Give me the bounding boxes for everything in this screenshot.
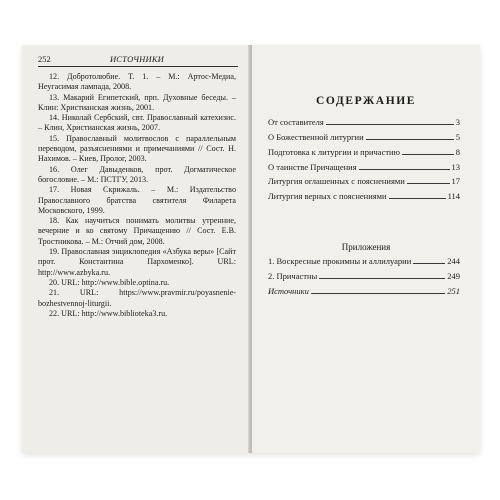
toc-entry: [268, 186, 460, 201]
table-of-contents: [268, 112, 460, 201]
toc-leader-line: [366, 139, 454, 140]
appendix-entry-label: 2. Причастны: [268, 270, 318, 281]
appendix-entry: [268, 266, 460, 281]
toc-entry-label: О Божественной литургии: [268, 131, 364, 142]
appendix-entry-label: 1. Воскресные прокимны и аллилуарии: [268, 255, 412, 266]
appendix-entry: [268, 251, 460, 266]
toc-entry: [268, 127, 460, 142]
toc-leader-line: [326, 124, 454, 125]
page-number: 252: [38, 54, 51, 64]
toc-title: СОДЕРЖАНИЕ: [315, 95, 417, 107]
toc-entry: [268, 142, 460, 157]
toc-entry-page: 3: [455, 116, 460, 127]
appendix-title: Приложения: [341, 242, 391, 252]
appendix-entry-label: Источники: [268, 285, 309, 296]
appendix-entry-page: 251: [447, 285, 460, 296]
source-entry: 18. Как научиться понимать молитвы утренние, вечерние и ко святому Причащению // Сост. Е.В. Тростникова. – М.: Отчий дом, 2008.: [38, 216, 236, 246]
source-entry: 21. URL: https://www.pravmir.ru/poyasnenie-bozhestvennoj-liturgii.: [38, 288, 236, 308]
toc-leader-line: [359, 169, 450, 170]
toc-entry-page: 13: [451, 161, 460, 172]
source-entry: 14. Николай Сербский, свт. Православный катехизис. – Клин, Христианская жизнь, 2007.: [38, 113, 236, 133]
toc-leader-line: [389, 198, 446, 199]
appendix-entry-page: 244: [447, 255, 460, 266]
toc-entry-label: Подготовка к литургии и причастию: [268, 146, 400, 157]
left-page: [22, 45, 250, 453]
appendix-entry-page: 249: [447, 270, 460, 281]
running-head-rule: [38, 66, 238, 67]
toc-entry-page: 114: [447, 191, 460, 202]
source-entry: 13. Макарий Египетский, прп. Духовные беседы. – Клин: Христианская жизнь, 2001.: [38, 92, 236, 112]
right-page: [252, 45, 480, 453]
appendix-list: [268, 251, 460, 296]
running-head-title: ИСТОЧНИКИ: [109, 54, 165, 64]
toc-entry: [268, 157, 460, 172]
toc-entry-page: 8: [455, 146, 460, 157]
toc-leader-line: [311, 293, 445, 294]
source-entry: 16. Олег Давыденков, прот. Догматическое богословие. – М.: ПСТГУ, 2013.: [38, 164, 236, 184]
toc-entry-page: 5: [455, 131, 460, 142]
source-entry: 17. Новая Скрижаль. – М.: Издательство Православного братства святителя Филарета Московского, 1999.: [38, 185, 236, 215]
toc-leader-line: [319, 278, 445, 279]
toc-entry: [268, 112, 460, 127]
toc-leader-line: [402, 154, 454, 155]
source-entry: 22. URL: http://www.biblioteka3.ru.: [49, 308, 168, 318]
appendix-entry: [268, 281, 460, 296]
toc-entry: [268, 172, 460, 187]
open-book: [22, 45, 480, 453]
toc-entry-label: Литургия верных с пояснениями: [268, 191, 387, 202]
toc-leader-line: [407, 183, 450, 184]
source-entry: 15. Православный молитвослов с параллельным переводом, разъяснениями и примечаниями // Сост. Н. Нахимов. – Киев, Пролог, 2003.: [38, 133, 236, 164]
toc-entry-label: О таинстве Причащения: [268, 161, 357, 172]
toc-entry-page: 17: [451, 176, 460, 187]
toc-entry-label: От составителя: [268, 116, 324, 127]
source-entry: 12. Добротолюбие. Т. 1. – М.: Артос-Медиа, Неугасимая лампада, 2008.: [38, 72, 236, 92]
toc-leader-line: [413, 263, 445, 264]
sources-list: [38, 72, 236, 319]
source-entry: 20. URL: http://www.bible.optina.ru.: [49, 277, 170, 287]
source-entry: 19. Православная энциклопедия «Азбука веры» [Сайт прот. Константина Пархоменко]. URL: http://www.azbyka.ru.: [38, 247, 236, 277]
toc-entry-label: Литургия оглашенных с пояснениями: [268, 176, 405, 187]
